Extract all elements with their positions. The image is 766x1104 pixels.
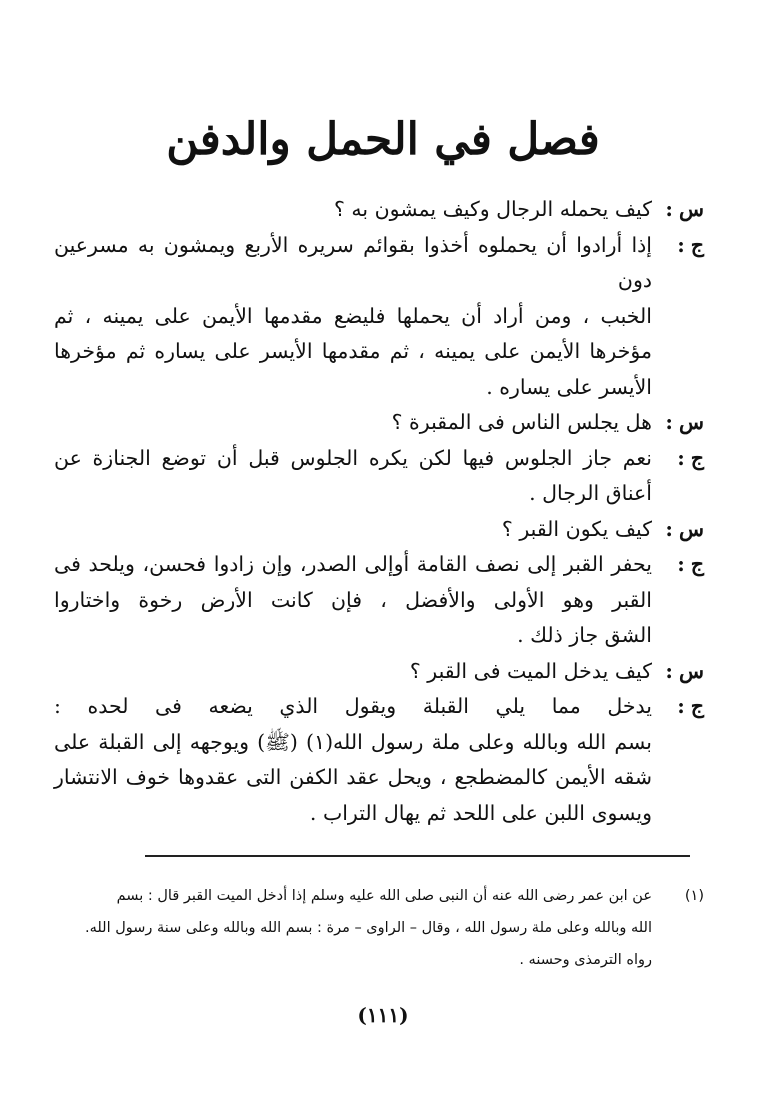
answer-item bbox=[54, 441, 704, 512]
footnote-text bbox=[54, 880, 652, 976]
text-line: إذا أرادوا أن يحملوه أخذوا بقوائم سريره الأربع ويمشون به مسرعين دون bbox=[54, 232, 652, 292]
text-line: ويسوى اللبن على اللحد ثم يهال التراب . bbox=[309, 800, 652, 825]
question-text bbox=[54, 512, 652, 548]
answer-marker: ج: bbox=[677, 445, 704, 470]
text-line: الشق جاز ذلك . bbox=[517, 623, 652, 647]
question-text bbox=[54, 192, 652, 228]
footnote-line: رواه الترمذى وحسنه . bbox=[519, 952, 652, 968]
answer-text bbox=[54, 228, 652, 406]
qa-body bbox=[54, 192, 704, 831]
question-item bbox=[54, 192, 704, 228]
question-text bbox=[54, 405, 652, 441]
page-number: (١١١) bbox=[357, 1003, 409, 1027]
text-line: كيف يدخل الميت فى القبر ؟ bbox=[409, 658, 652, 683]
text-line: شقه الأيمن كالمضطجع ، ويحل عقد الكفن التى عقدوها خوف الانتشار bbox=[54, 765, 652, 789]
footnote-line: عن ابن عمر رضى الله عنه أن النبى صلى الله عليه وسلم إذا أدخل الميت القبر قال : بسم bbox=[116, 888, 652, 904]
text-line: القبر وهو الأولى والأفضل ، فإن كانت الأرض رخوة واختاروا bbox=[54, 587, 652, 612]
text-line: يحفر القبر إلى نصف القامة أوإلى الصدر، وإن زادوا فحسن، ويلحد فى bbox=[54, 552, 652, 576]
text-line: أعناق الرجال . bbox=[529, 481, 652, 505]
answer-item bbox=[54, 689, 704, 831]
question-marker: س: bbox=[665, 658, 704, 683]
question-item bbox=[54, 405, 704, 441]
section-title: فصل في الحمل والدفن bbox=[166, 114, 600, 165]
answer-marker: ج: bbox=[677, 232, 704, 257]
question-text bbox=[54, 654, 652, 690]
text-line: نعم جاز الجلوس فيها لكن يكره الجلوس قبل أن توضع الجنازة عن bbox=[54, 445, 652, 470]
answer-marker: ج: bbox=[677, 552, 704, 576]
footnote-number: (١) bbox=[684, 888, 704, 904]
text-line: يدخل مما يلي القبلة ويقول الذي يضعه فى لحده : bbox=[54, 694, 652, 718]
question-marker: س: bbox=[665, 410, 704, 434]
text-line: الأيسر على يساره . bbox=[486, 374, 652, 399]
text-line: بسم الله وبالله وعلى ملة رسول الله(١) (ﷺ) ويوجهه إلى القبلة على bbox=[54, 729, 653, 754]
text-line: الخبب ، ومن أراد أن يحملها فليضع مقدمها الأيمن على يمينه ، ثم bbox=[54, 303, 652, 328]
answer-text bbox=[54, 547, 652, 654]
text-line: هل يجلس الناس فى المقبرة ؟ bbox=[391, 410, 652, 434]
footnote-separator bbox=[145, 855, 690, 857]
question-marker: س: bbox=[665, 197, 704, 221]
footnote-row bbox=[54, 880, 704, 976]
question-marker: س: bbox=[665, 516, 704, 541]
question-item bbox=[54, 512, 704, 548]
text-line: كيف يكون القبر ؟ bbox=[501, 516, 652, 541]
footnote-line: الله وبالله وعلى ملة رسول الله ، وقال – الراوى – مرة : بسم الله وبالله وعلى سنة رسول الله. bbox=[84, 920, 652, 936]
answer-item bbox=[54, 228, 704, 406]
text-line: مؤخرها الأيمن على يمينه ، ثم مقدمها الأيسر على يساره ثم مؤخرها bbox=[54, 339, 652, 363]
text-line: كيف يحمله الرجال وكيف يمشون به ؟ bbox=[333, 197, 652, 221]
answer-item bbox=[54, 547, 704, 654]
answer-text bbox=[54, 441, 652, 512]
question-item bbox=[54, 654, 704, 690]
answer-text bbox=[54, 689, 652, 831]
answer-marker: ج: bbox=[677, 694, 704, 718]
footnote bbox=[54, 880, 704, 976]
